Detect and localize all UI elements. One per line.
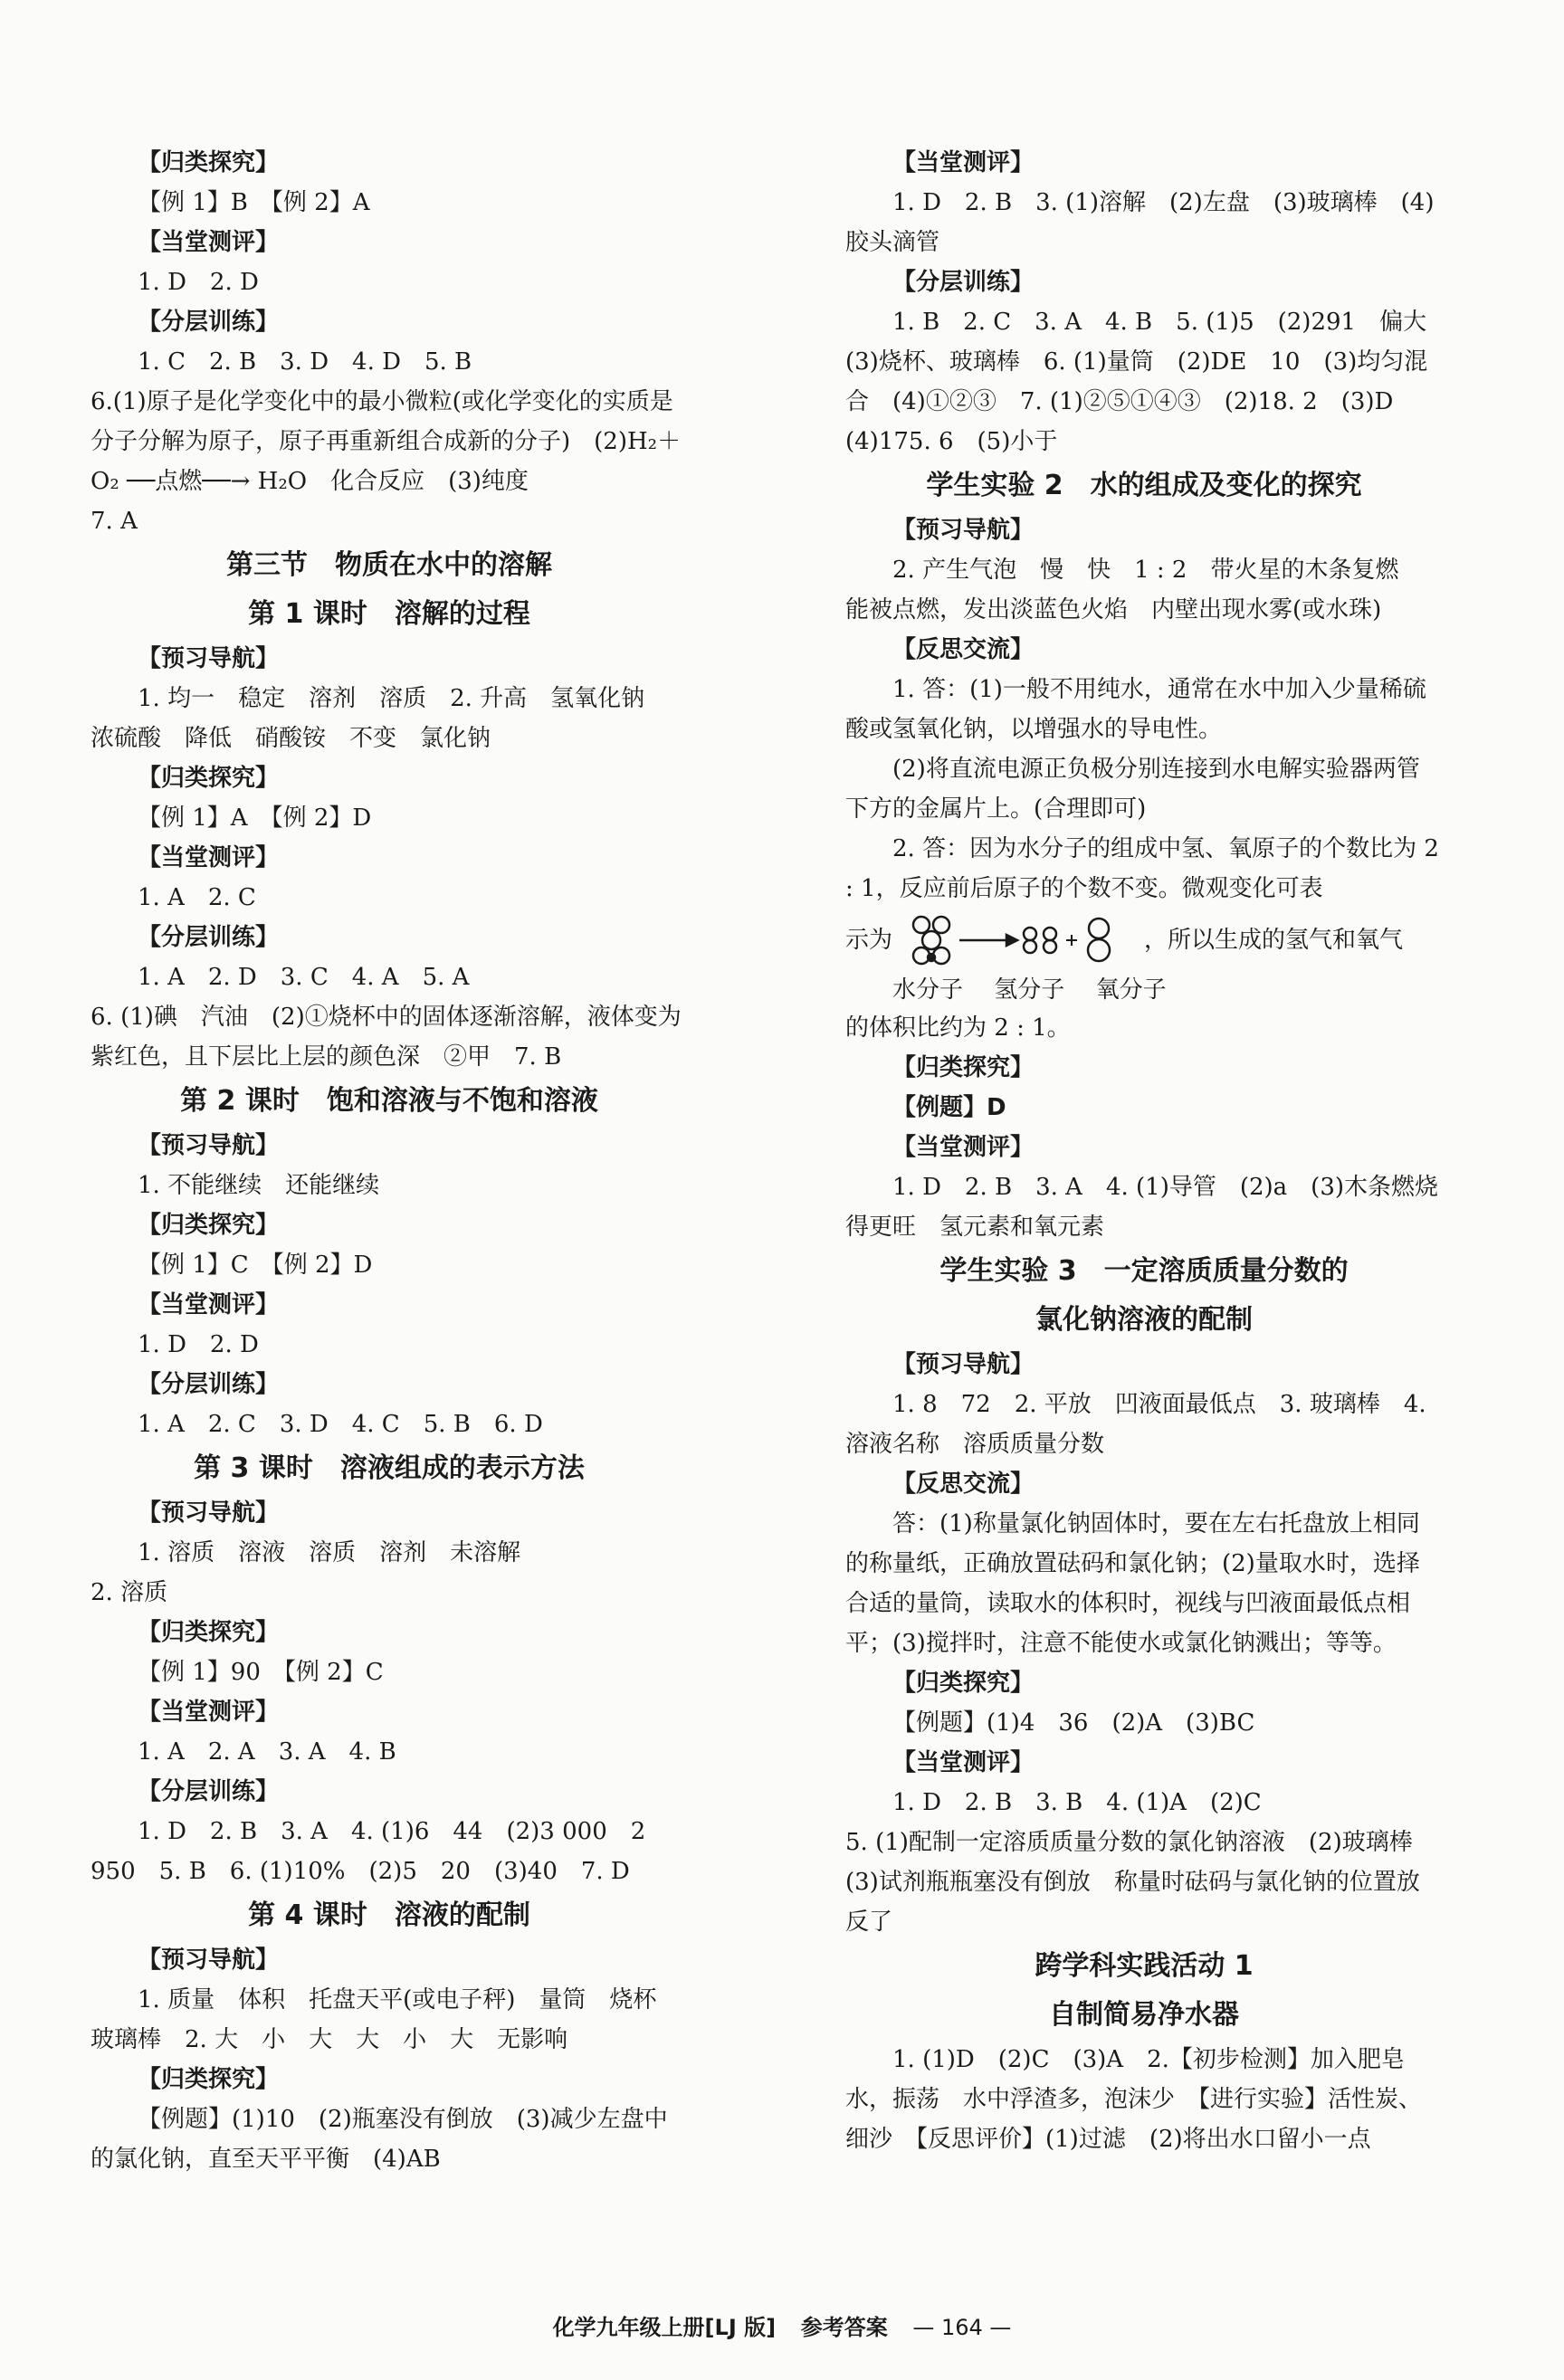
answer-line: 【例 1】A 【例 2】D (138, 804, 372, 832)
subheading: 【当堂测评】 (892, 1134, 1035, 1161)
right-column-lower (845, 1048, 1443, 2159)
answer-line: 【例 1】90 【例 2】C (138, 1659, 384, 1686)
subheading: 【分层训练】 (138, 1371, 280, 1398)
answer-line: 5. (1)配制一定溶质质量分数的氯化钠溶液 (2)玻璃棒 (3)试剂瓶瓶塞没有倒放 称量时砝码与氯化钠的位置放反了 (845, 1829, 1436, 1936)
subheading: 【预习导航】 (138, 1499, 280, 1527)
right-column-upper (845, 143, 1451, 909)
subheading: 【当堂测评】 (138, 1699, 280, 1726)
subheading: 【归类探究】 (892, 1670, 1035, 1697)
subheading: 【归类探究】 (138, 1619, 280, 1646)
right-column (845, 143, 1451, 2159)
molecule-diagram-line (845, 909, 1443, 972)
answer-line: 1. 质量 体积 托盘天平(或电子秤) 量筒 烧杯 玻璃棒 2. 大 小 大 大 小 大 无影响 (91, 1986, 681, 2053)
section-title: 第三节 物质在水中的溶解 (226, 549, 552, 581)
subheading: 【反思交流】 (892, 636, 1035, 663)
answer-line: 【例 1】B 【例 2】A (138, 189, 370, 216)
reaction-arrow-icon (959, 935, 1017, 946)
answer-line: 2. 产生气泡 慢 快 1 : 2 带火星的木条复燃 能被点燃，发出淡蓝色火焰 内壁出现水雾(或水珠) (845, 557, 1423, 624)
answer-line: 【例 1】C 【例 2】D (138, 1252, 373, 1279)
section-title: 跨学科实践活动 1 (1035, 1950, 1254, 1982)
answer-line: 1. D 2. D (138, 1331, 259, 1358)
diagram-suffix: ，所以生成的氢气和氧气 (1144, 927, 1404, 954)
subheading: 【当堂测评】 (892, 1749, 1035, 1776)
subheading: 【归类探究】 (138, 1212, 280, 1239)
footer-book-title: 化学九年级上册[LJ 版] (552, 2315, 777, 2340)
subheading: 【分层训练】 (892, 269, 1035, 296)
answer-line: 1. D 2. B 3. (1)溶解 (2)左盘 (3)玻璃棒 (4)胶头滴管 (845, 189, 1435, 256)
answer-line: 2. 答：因为水分子的组成中氢、氧原子的个数比为 2 : 1，反应前后原子的个数不变。微观变化可表 (845, 835, 1439, 902)
subheading: 【预习导航】 (138, 645, 280, 672)
answer-line: 1. A 2. A 3. A 4. B (138, 1738, 396, 1766)
answer-line: 6. (1)碘 汽油 (2)①烧杯中的固体逐渐溶解，液体变为紫红色，且下层比上层的颜色深 ②甲 7. B (91, 1004, 682, 1071)
molecule-labels (845, 972, 1443, 1008)
section-title: 自制简易净水器 (1049, 1999, 1239, 2031)
subheading: 【当堂测评】 (892, 149, 1035, 176)
answer-line: (2)将直流电源正负极分别连接到水电解实验器两管下方的金属片上。(合理即可) (845, 756, 1420, 823)
section-title: 第 3 课时 溶液组成的表示方法 (194, 1452, 585, 1484)
answer-line: 【例题】(1)10 (2)瓶塞没有倒放 (3)减少左盘中的氯化钠，直至天平平衡 (4)AB (91, 2106, 668, 2173)
answer-line: 1. C 2. B 3. D 4. D 5. B (138, 348, 472, 376)
section-title: 第 1 课时 溶解的过程 (248, 598, 530, 630)
answer-line: 1. 8 72 2. 平放 凹液面最低点 3. 玻璃棒 4. 溶液名称 溶质质量分数 (845, 1391, 1426, 1458)
label-water-molecule: 水分子 (892, 976, 964, 1004)
section-title: 学生实验 2 水的组成及变化的探究 (926, 470, 1362, 501)
answer-line: 6.(1)原子是化学变化中的最小微粒(或化学变化的实质是分子分解为原子，原子再重新组合成新的分子) (2)H₂＋O₂ ──点燃──→ H₂O 化合反应 (3)纯度 (91, 388, 682, 495)
answer-line: 1. 均一 稳定 溶剂 溶质 2. 升高 氢氧化钠 浓硫酸 降低 硝酸铵 不变 氯化钠 (91, 685, 669, 752)
subheading: 【归类探究】 (138, 765, 280, 792)
subheading: 【当堂测评】 (138, 229, 280, 256)
subheading: 【反思交流】 (892, 1471, 1035, 1498)
answer-line: 1. A 2. C (138, 884, 256, 911)
answer-line: 7. A (91, 508, 138, 535)
label-oxygen-molecule: 氧分子 (1095, 976, 1167, 1004)
subheading: 【当堂测评】 (138, 844, 280, 871)
label-hydrogen-molecule: 氢分子 (994, 976, 1065, 1004)
subheading: 【分层训练】 (138, 309, 280, 336)
section-title: 第 2 课时 饱和溶液与不饱和溶液 (180, 1085, 598, 1117)
answer-line: 答：(1)称量氯化钠固体时，要在左右托盘放上相同的称量纸，正确放置砝码和氯化钠；(2)量取水时，选择合适的量筒，读取水的体积时，视线与凹液面最低点相平；(3)搅拌时，注意不能使水或氯化钠溅出；等等。 (845, 1510, 1420, 1657)
left-column (91, 143, 688, 2179)
section-title: 第 4 课时 溶液的配制 (248, 1899, 530, 1931)
page-number: — 164 — (912, 2315, 1012, 2340)
section-title: 学生实验 3 一定溶质质量分数的 (939, 1255, 1349, 1287)
answer-line: 1. D 2. B 3. B 4. (1)A (2)C (892, 1789, 1262, 1816)
water-molecule-icon (913, 917, 949, 964)
hydrogen-molecule-icon (1024, 928, 1056, 953)
plus-icon (1066, 935, 1077, 946)
subheading: 【预习导航】 (138, 1132, 280, 1159)
answer-line: 1. D 2. D (138, 269, 259, 296)
electrolysis-molecule-diagram (905, 910, 1131, 970)
answer-line: 1. 不能继续 还能继续 (138, 1172, 380, 1199)
answer-line: 1. 溶质 溶液 溶质 溶剂 未溶解 (138, 1539, 521, 1566)
answer-line: 2. 溶质 (91, 1579, 168, 1606)
subheading: 【预习导航】 (892, 517, 1035, 544)
diagram-conclusion: 的体积比约为 2 : 1。 (845, 1014, 1071, 1042)
answer-line: 1. D 2. B 3. A 4. (1)6 44 (2)3 000 2 950 5. B 6. (1)10% (2)5 20 (3)40 7. D (91, 1818, 646, 1885)
footer-section: 参考答案 (800, 2315, 888, 2340)
answer-line: 1. D 2. B 3. A 4. (1)导管 (2)a (3)木条燃烧得更旺 氢元素和氧元素 (845, 1174, 1439, 1241)
page-footer (0, 2309, 1564, 2341)
subheading: 【预习导航】 (138, 1947, 280, 1974)
subheading: 【归类探究】 (892, 1054, 1035, 1081)
answer-line: 1. 答：(1)一般不用纯水，通常在水中加入少量稀硫酸或氢氧化钠，以增强水的导电性。 (845, 676, 1426, 743)
subheading: 【归类探究】 (138, 149, 280, 176)
subheading: 【预习导航】 (892, 1351, 1035, 1378)
answer-line: 1. (1)D (2)C (3)A 2.【初步检测】加入肥皂水，振荡 水中浮渣多，泡沫少 【进行实验】活性炭、细沙 【反思评价】(1)过滤 (2)将出水口留小一点 (845, 2046, 1423, 2153)
oxygen-molecule-icon (1088, 919, 1110, 961)
subheading: 【分层训练】 (138, 924, 280, 951)
subheading: 【分层训练】 (138, 1778, 280, 1805)
diagram-prefix: 示为 (845, 927, 893, 954)
subheading: 【当堂测评】 (138, 1291, 280, 1319)
section-title: 氯化钠溶液的配制 (1035, 1304, 1253, 1336)
subheading: 【归类探究】 (138, 2066, 280, 2093)
answer-line: 1. B 2. C 3. A 4. B 5. (1)5 (2)291 偏大 (3)烧杯、玻璃棒 6. (1)量筒 (2)DE 10 (3)均匀混合 (4)①②③ 7. (1)②⑤①④③ (2)18. 2 (3)D (4)175. 6 (5)小于 (845, 309, 1451, 455)
subheading: 【例题】D (892, 1094, 1006, 1121)
answer-line: 1. A 2. D 3. C 4. A 5. A (138, 964, 470, 991)
answer-line: 【例题】(1)4 36 (2)A (3)BC (892, 1709, 1255, 1737)
answer-line: 1. A 2. C 3. D 4. C 5. B 6. D (138, 1411, 543, 1438)
